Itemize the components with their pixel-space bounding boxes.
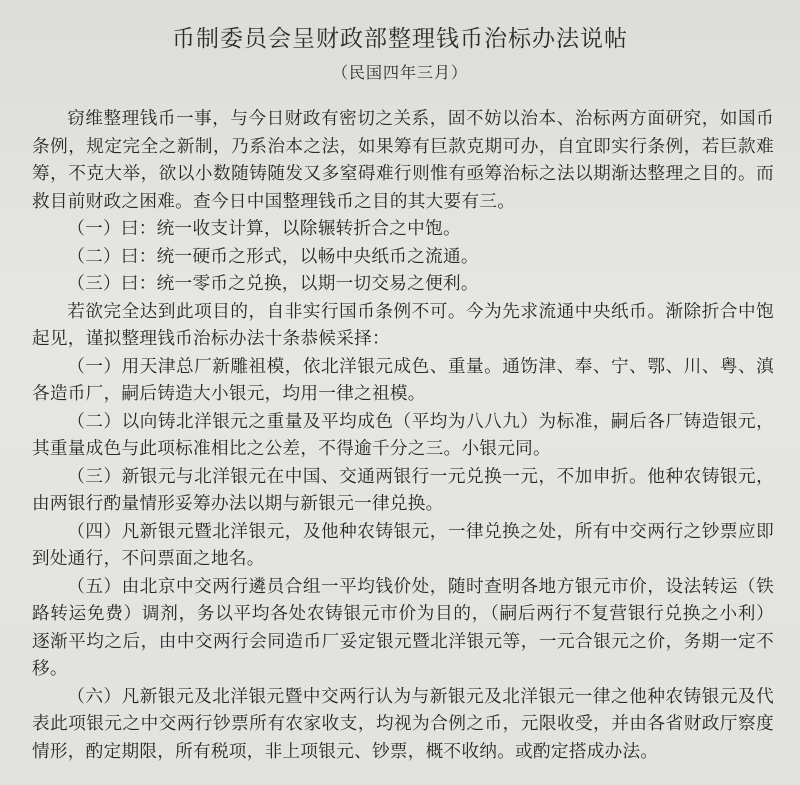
article-3: （三）新银元与北洋银元在中国、交通两银行一元兑换一元，不加申折。他种农铸银元，由两银行酌量情形妥筹办法以期与新银元一律兑换。 (32, 466, 774, 514)
article-1: （一）用天津总厂新雕祖模，依北洋银元成色、重量。通饬津、奉、宁、鄂、川、粤、滇各造币厂，嗣后铸造大小银元，均用一律之祖模。 (32, 356, 774, 404)
aim-item-2: （二）曰：统一硬币之形式，以畅中央纸币之流通。 (67, 246, 479, 267)
intro-paragraph: 窃维整理钱币一事，与今日财政有密切之关系，固不妨以治本、治标两方面研究，如国币条例，规定完全之新制，乃系治本之法，如果筹有巨款克期可办，自宜即实行条例，若巨款难筹，不克大举，欲以小数随铸随发又多窒碍难行则惟有亟筹治标之法以期渐达整理之目的。而救目前财政之困难。查今日中国整理钱币之目的其大要有三。 (32, 109, 774, 212)
article-5: （五）由北京中交两行遴员合组一平均钱价处，随时查明各地方银元市价，设法转运（铁路转运免费）调剂，务以平均各处农铸银元市价为目的，（嗣后两行不复营银行兑换之小利）逐渐平均之后，由中交两行会同造币厂妥定银元暨北洋银元等，一元合银元之价，务期一定不移。 (32, 576, 774, 679)
article-2: （二）以向铸北洋银元之重量及平均成色（平均为八八九）为标准，嗣后各厂铸造银元，其重量成色与此项标准相比之公差，不得逾千分之三。小银元同。 (32, 411, 774, 459)
transition-paragraph: 若欲完全达到此项目的，自非实行国币条例不可。今为先求流通中央纸币。渐除折合中饱起见，谨拟整理钱币治标办法十条恭候采择： (32, 301, 774, 349)
aim-item-1: （一）曰：统一收支计算，以除辗转折合之中饱。 (67, 219, 461, 239)
article-4: （四）凡新银元暨北洋银元，及他种农铸银元，一律兑换之处，所有中交两行之钞票应即到处通行，不问票面之地名。 (32, 521, 774, 569)
article-6: （六）凡新银元及北洋银元暨中交两行认为与新银元及北洋银元一律之他种农铸银元及代表此项银元之中交两行钞票所有农家收支，均视为合例之币，元限收受，并由各省财政厅察度情形，酌定期限，所有税项，非上项银元、钞票，概不收纳。或酌定搭成办法。 (32, 686, 774, 762)
document-body (32, 106, 774, 766)
document-date: （民国四年三月） (331, 63, 468, 82)
document-title: 币制委员会呈财政部整理钱币治标办法说帖 (172, 26, 628, 52)
aim-item-3: （三）曰：统一零币之兑换，以期一切交易之便利。 (67, 274, 479, 294)
